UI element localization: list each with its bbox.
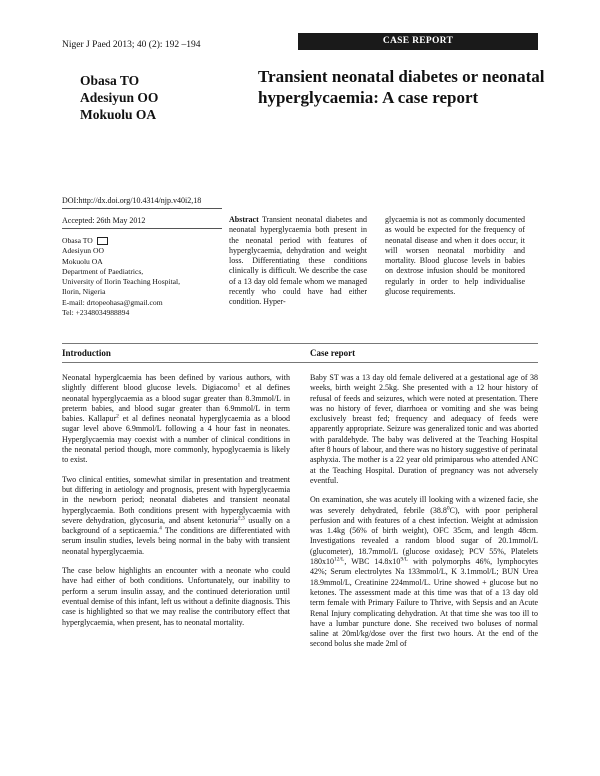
author-list bbox=[80, 72, 158, 123]
affiliation-line: Obasa TO bbox=[62, 236, 227, 246]
paragraph: On examination, she was acutely ill looking with a wizened facie, she was severely dehydrated, febrile (38.8$^0$C), with poor peripheral perfusion and with features of a chest infection. Weight at admission was 1.4kg (56% of birth weight), OFC 35cm, and length 48cm. Investigations revealed a random blood sugar of 20.1mmol/L (glucometer), 18.7mmol/L (glucose oxidase); PCV 55%, Platelets $180x10^{12/L}$, WBC $14.8x10^{9/L}$ with polymorphs 46%, lymphocytes 42%; Serum electrolytes Na 133mmol/L, K 3.1mmol/L; BUN Urea 18.9mmol/L, Creatinine 224mmol/L. Urine showed + glucose but no ketones. The assessment made at this time was that of a 13 day old term female with Primary Failure to Thrive, with Sepsis and an Acute Renal Injury complicating dehydration. At that time she was too ill to have a lumbar puncture done. She received two boluses of normal saline at 20ml/kg/dose over the first two hours. At the end of the second bolus she made 2ml of bbox=[310, 495, 539, 649]
article-title: Transient neonatal diabetes or neonatal hyperglycaemia: A case report bbox=[258, 67, 545, 107]
section-divider bbox=[62, 343, 538, 344]
case-report-heading: Case report bbox=[310, 348, 356, 358]
section-divider bbox=[62, 362, 538, 363]
envelope-icon bbox=[97, 237, 108, 245]
author-name: Obasa TO bbox=[80, 73, 140, 88]
paragraph: Two clinical entities, somewhat similar in presentation and treatment but differing in aetiology and prognosis, present with hyperglycaemia in the newborn period; neonatal diabetes and transient neonatal hyperglycaemia. Both conditions present with hyperglycaemia with severe dehydration, glycosuria, and absent ketonuria$^{2,3}$ usually on a background of a septicaemia.$^4$ The conditions are differentiated with serum insulin studies, levels being normal in the baby with transient neonatal hyperglycaemia. bbox=[62, 474, 290, 556]
affiliation-block bbox=[62, 236, 227, 318]
paragraph: Neonatal hyperglcaemia has been defined by various authors, with slightly different blood glucose levels. Digiacomo$^1$ et al defines neonatal hyperglycaemia as a blood sugar greater than 8.3mmol/L in preterm babies, and blood sugar greater than 6.9mmol/L in term babies. Kallapur$^2$ et al defines neonatal hyperglycaemia as a blood sugar level above 6.9mmol/L following a 4 hour fast in neonates. Hyperglycaemia may coexist with a number of clinical conditions in the neonatal period though, more commonly, hypoglycaemia is likely to exist. bbox=[62, 373, 291, 465]
accepted-date: Accepted: 26th May 2012 bbox=[62, 216, 146, 225]
affiliation-line: Ilorin, Nigeria bbox=[62, 287, 106, 297]
abstract-column-1 bbox=[229, 215, 367, 308]
introduction-heading: Introduction bbox=[62, 348, 111, 358]
affiliation-line: Adesiyun OO bbox=[62, 246, 104, 256]
affiliation-line: University of Ilorin Teaching Hospital, bbox=[62, 277, 181, 287]
case-report-banner: CASE REPORT bbox=[298, 33, 538, 50]
divider bbox=[62, 208, 222, 209]
affiliation-line: Mokuolu OA bbox=[62, 256, 103, 266]
introduction-text bbox=[62, 373, 290, 637]
divider bbox=[62, 228, 222, 229]
paragraph: Baby ST was a 13 day old female delivered at a gestational age of 38 weeks, birth weight 2.5kg. She presented with a 12 hour history of refusal of feeds and seizures, which were noted at presentation. There was no history of fever, diarrhoea or vomiting and she was being exclusively breast fed; frequency and adequacy of feeds were apparently appropriate. Seizure was generalized tonic and was aborted with paraldehyde. The baby was delivered at the Teaching Hospital after 8 hours of labour, and there was no history suggestive of perinatal asphyxia. The mother is a 22 year old primiparous who attended ANC at the Teaching Hospital. Duration of pregnancy was not adversely eventful. bbox=[310, 373, 538, 485]
affiliation-line: Department of Paediatrics, bbox=[62, 266, 144, 276]
abstract-label: Abstract bbox=[229, 215, 259, 224]
journal-citation: Niger J Paed 2013; 40 (2): 192 –194 bbox=[62, 40, 201, 50]
doi-link[interactable]: DOI:http://dx.doi.org/10.4314/njp.v40i2,18 bbox=[62, 196, 202, 205]
author-name: Adesiyun OO bbox=[80, 90, 159, 105]
case-report-text bbox=[310, 373, 538, 659]
abstract-text: Transient neonatal diabetes and neonatal hyperglycaemia both present in the neonatal period with features of hyperglycaemia, dehydration and weight loss. Differentiating these conditions clinically is difficult. We describe the case of a 13 day old female whom we managed recently who could have had either condition. Hyper- bbox=[229, 215, 367, 307]
phone-line: Tel: +2348034988894 bbox=[62, 308, 130, 318]
paragraph: The case below highlights an encounter with a neonate who could have had either of both conditions. Unfortunately, our inability to perform a serum insulin assay, and the continued deterioration until eventual demise of this infant, left us without a definite diagnosis. This case is highlighted so that we may realise the contributory effect that hyperglycaemia, when present, has to neonatal mortality. bbox=[62, 566, 290, 627]
author-name: Mokuolu OA bbox=[80, 107, 157, 122]
email-line[interactable]: E-mail: drtopeohasa@gmail.com bbox=[62, 297, 163, 307]
abstract-column-2: glycaemia is not as commonly documented as would be expected for the frequency of neonatal disease and when it does occur, it will worsen neonatal morbidity and mortality. Blood glucose levels in babies on dextrose infusion should be monitored regularly in order to help individualise glucose requirements. bbox=[385, 215, 525, 297]
